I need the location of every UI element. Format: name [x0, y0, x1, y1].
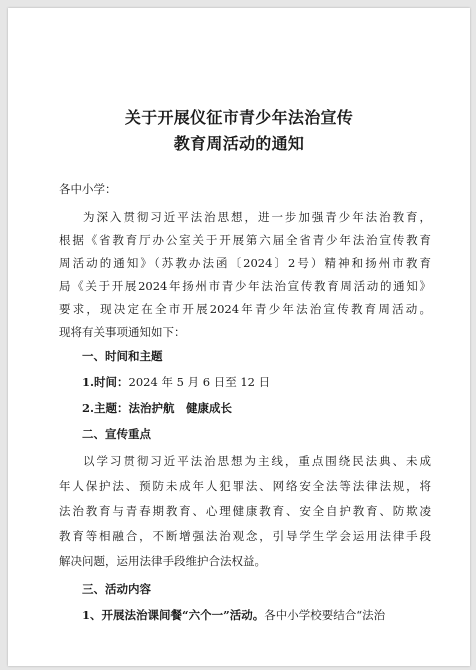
activity-item-1: [82, 608, 385, 622]
item-time-label: 1.时间：: [82, 375, 129, 389]
document-title-line-2: 教育周活动的通知: [173, 134, 305, 153]
item-time: [82, 375, 270, 389]
intro-line: 根据《省教育厅办公室关于开展第六届全省青少年法治宣传教育: [59, 233, 431, 247]
section-heading-focus: 二、宣传重点: [82, 427, 151, 441]
section-heading-time-theme: 一、时间和主题: [82, 349, 163, 363]
focus-line: 解决问题，运用法律手段维护合法权益。: [59, 554, 266, 568]
intro-line: 局《关于开展2024年扬州市青少年法治宣传教育周活动的通知》: [59, 279, 431, 293]
focus-line: 教育等相融合，不断增强法治观念，引导学生学会运用法律手段: [59, 529, 431, 543]
focus-line: 法治教育与青春期教育、心理健康教育、安全自护教育、防欺凌: [59, 504, 431, 518]
section-heading-activities: 三、活动内容: [82, 582, 151, 596]
intro-line: 周活动的通知》（苏教办法函〔2024〕2号）精神和扬州市教育: [59, 256, 431, 270]
focus-line: 年人保护法、预防未成年人犯罪法、网络安全法等法律法规，将: [59, 479, 431, 493]
item-time-value: 2024 年 5 月 6 日至 12 日: [128, 375, 271, 389]
document-title-line-1: 关于开展仪征市青少年法治宣传: [124, 108, 354, 127]
intro-line: 为深入贯彻习近平法治思想，进一步加强青少年法治教育，: [83, 210, 431, 224]
intro-line: 要求，现决定在全市开展2024年青少年法治宣传教育周活动。: [59, 302, 431, 316]
item-theme: [82, 401, 232, 415]
item-theme-value: 法治护航 健康成长: [128, 401, 233, 415]
focus-line: 以学习贯彻习近平法治思想为主线，重点围绕民法典、未成: [83, 454, 431, 468]
activity-item-1-text: 各中小学校要结合“法治: [264, 608, 386, 622]
salutation: 各中小学：: [59, 182, 117, 196]
item-theme-label: 2.主题：: [82, 401, 129, 415]
document-page: [8, 8, 470, 666]
intro-line: 现将有关事项通知如下：: [59, 325, 186, 339]
activity-item-1-label: 1、开展法治课间餐“六个一”活动。: [82, 608, 265, 622]
